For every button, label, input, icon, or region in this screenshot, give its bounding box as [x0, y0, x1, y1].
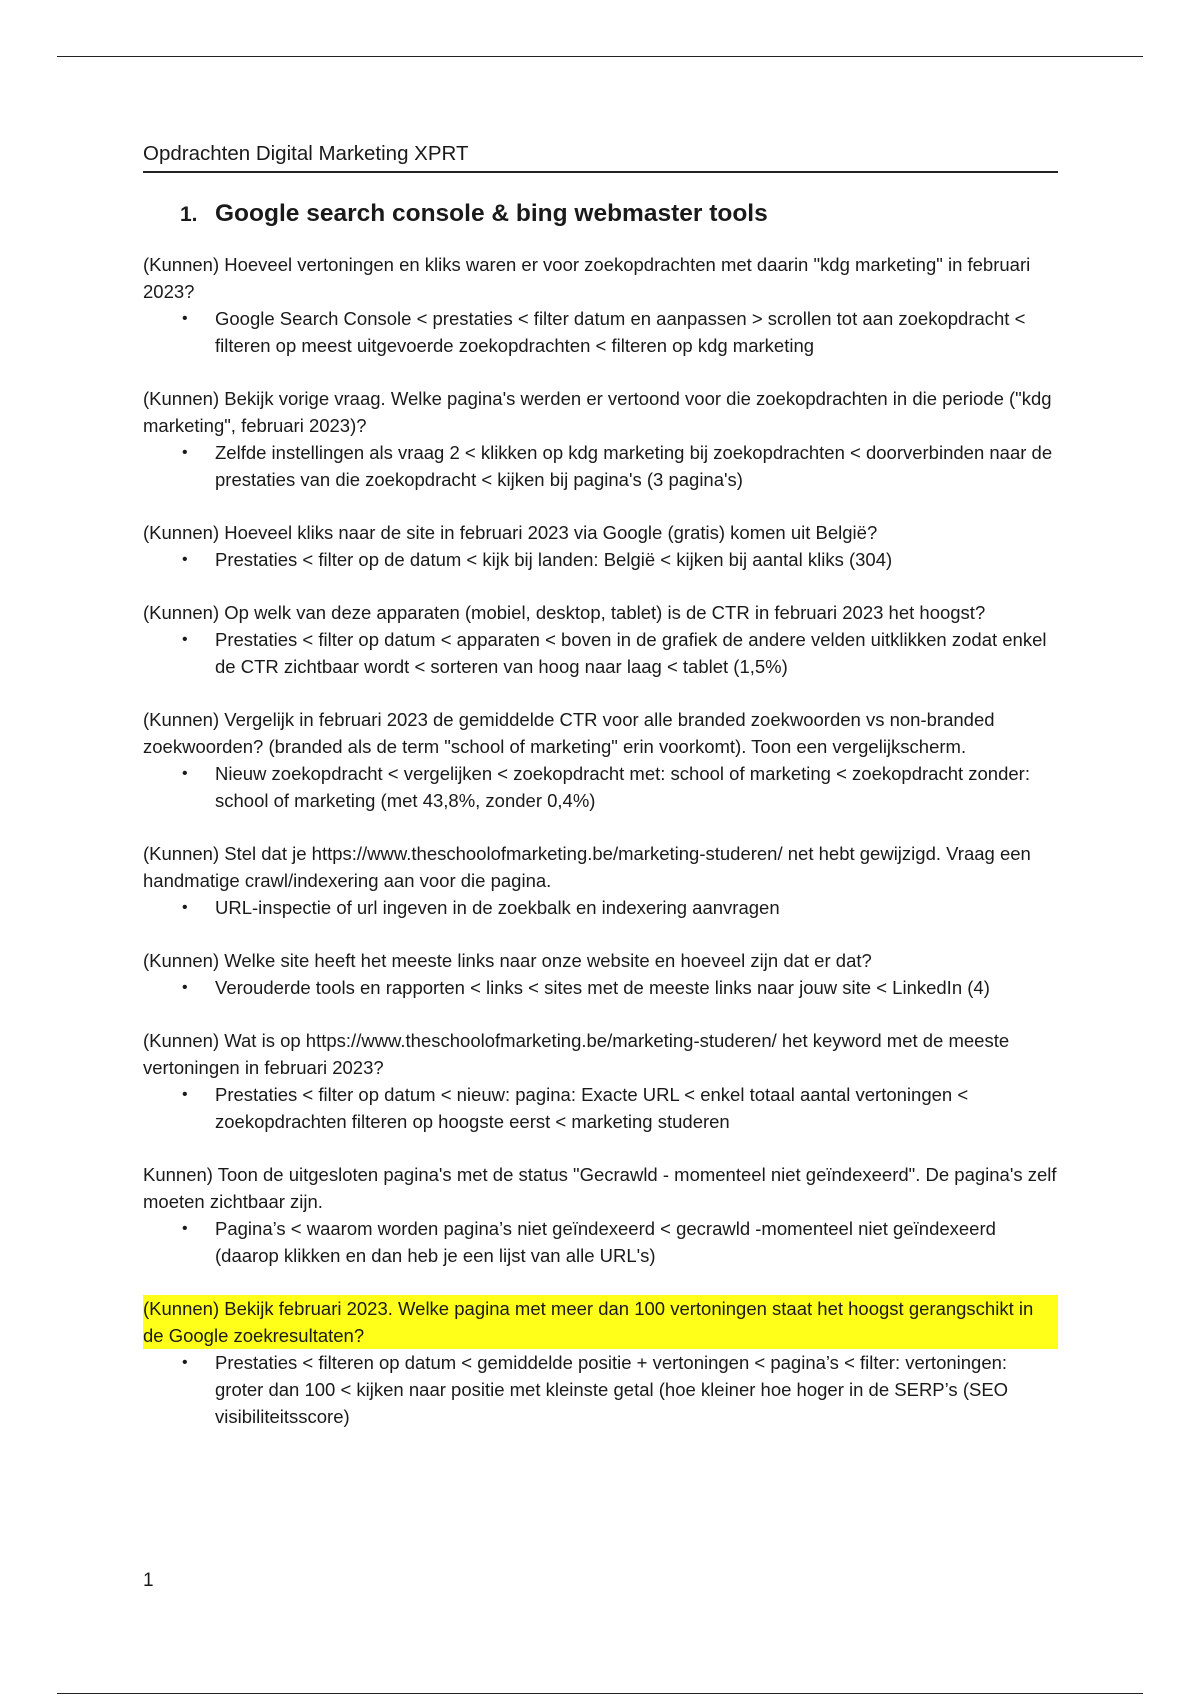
bullet-icon: •	[182, 631, 188, 649]
page-number: 1	[143, 1570, 154, 1591]
answer-bullet	[143, 894, 1058, 921]
qa-item-6	[143, 840, 1058, 921]
bullet-icon: •	[182, 979, 188, 997]
answer-bullet	[143, 974, 1058, 1001]
qa-item-5	[143, 706, 1058, 814]
section-title: Google search console & bing webmaster tools	[215, 199, 768, 227]
answer-bullet	[143, 1215, 1058, 1269]
answer-bullet	[143, 760, 1058, 814]
answer-text: Prestaties < filter op datum < nieuw: pagina: Exacte URL < enkel totaal aantal vertoningen < zoekopdrachten filteren op hoogste eerst < marketing studeren	[215, 1084, 969, 1133]
bullet-icon: •	[182, 1220, 188, 1238]
question-text: (Kunnen) Hoeveel vertoningen en kliks waren er voor zoekopdrachten met daarin "kdg marketing" in februari 2023?	[143, 254, 1031, 303]
qa-item-3	[143, 519, 1058, 573]
answer-text: Prestaties < filter op de datum < kijk bij landen: België < kijken bij aantal kliks (304)	[215, 549, 893, 571]
bullet-icon: •	[182, 1086, 188, 1104]
question-text: (Kunnen) Bekijk vorige vraag. Welke pagina's werden er vertoond voor die zoekopdrachten in die periode ("kdg marketing", februari 2023)?	[143, 388, 1052, 437]
question-text: (Kunnen) Stel dat je https://www.theschoolofmarketing.be/marketing-studeren/ net hebt gewijzigd. Vraag een handmatige crawl/indexering aan voor die pagina.	[143, 843, 1031, 892]
question-text: (Kunnen) Wat is op https://www.theschoolofmarketing.be/marketing-studeren/ het keyword met de meeste vertoningen in februari 2023?	[143, 1030, 1010, 1079]
question-text: Kunnen) Toon de uitgesloten pagina's met de status "Gecrawld - momenteel niet geïndexeerd". De pagina's zelf moeten zichtbaar zijn.	[143, 1164, 1057, 1213]
answer-bullet	[143, 626, 1058, 680]
qa-item-9	[143, 1161, 1058, 1269]
answer-text: Nieuw zoekopdracht < vergelijken < zoekopdracht met: school of marketing < zoekopdracht zonder: school of marketing (met 43,8%, zonder 0,4%)	[215, 763, 1030, 812]
answer-bullet	[143, 1349, 1058, 1430]
bullet-icon: •	[182, 444, 188, 462]
bullet-icon: •	[182, 310, 188, 328]
document-header: Opdrachten Digital Marketing XPRT	[143, 140, 1058, 173]
section-number: 1.	[180, 202, 198, 226]
answer-text: Prestaties < filter op datum < apparaten < boven in de grafiek de andere velden uitklikken zodat enkel de CTR zichtbaar wordt < sorteren van hoog naar laag < tablet (1,5%)	[215, 629, 1047, 678]
qa-item-4	[143, 599, 1058, 680]
answer-bullet	[143, 439, 1058, 493]
bullet-icon: •	[182, 765, 188, 783]
document-body	[143, 140, 1058, 1456]
answer-text: Pagina’s < waarom worden pagina’s niet geïndexeerd < gecrawld -momenteel niet geïndexeerd (daarop klikken en dan heb je een lijst van alle URL's)	[215, 1218, 996, 1267]
question-text: (Kunnen) Hoeveel kliks naar de site in februari 2023 via Google (gratis) komen uit België?	[143, 522, 878, 544]
answer-text: Prestaties < filteren op datum < gemiddelde positie + vertoningen < pagina’s < filter: vertoningen: groter dan 100 < kijken naar positie met kleinste getal (hoe kleiner hoe hoger in de SERP’s (SEO visibiliteitsscore)	[215, 1352, 1009, 1428]
question-text: (Kunnen) Vergelijk in februari 2023 de gemiddelde CTR voor alle branded zoekwoorden vs non-branded zoekwoorden? (branded als de term "school of marketing" erin voorkomt). Toon een vergelijkscherm.	[143, 709, 995, 758]
bottom-rule	[57, 1693, 1143, 1694]
qa-item-8	[143, 1027, 1058, 1135]
bullet-icon: •	[182, 1354, 188, 1372]
highlighted-question-text: (Kunnen) Bekijk februari 2023. Welke pagina met meer dan 100 vertoningen staat het hoogst gerangschikt in de Google zoekresultaten?	[143, 1295, 1058, 1349]
answer-bullet	[143, 546, 1058, 573]
answer-bullet	[143, 305, 1058, 359]
bullet-icon: •	[182, 899, 188, 917]
answer-text: Verouderde tools en rapporten < links < sites met de meeste links naar jouw site < LinkedIn (4)	[215, 977, 990, 999]
qa-item-10	[143, 1295, 1058, 1430]
bullet-icon: •	[182, 551, 188, 569]
question-text: (Kunnen) Op welk van deze apparaten (mobiel, desktop, tablet) is de CTR in februari 2023 het hoogst?	[143, 602, 986, 624]
qa-item-1	[143, 251, 1058, 359]
answer-text: Google Search Console < prestaties < filter datum en aanpassen > scrollen tot aan zoekopdracht < filteren op meest uitgevoerde zoekopdrachten < filteren op kdg marketing	[215, 308, 1026, 357]
qa-item-7	[143, 947, 1058, 1001]
answer-text: Zelfde instellingen als vraag 2 < klikken op kdg marketing bij zoekopdrachten < doorverbinden naar de prestaties van die zoekopdracht < kijken bij pagina's (3 pagina's)	[215, 442, 1053, 491]
section-heading	[143, 199, 1058, 230]
answer-text: URL-inspectie of url ingeven in de zoekbalk en indexering aanvragen	[215, 897, 780, 919]
question-text: (Kunnen) Welke site heeft het meeste links naar onze website en hoeveel zijn dat er dat?	[143, 950, 872, 972]
qa-item-2	[143, 385, 1058, 493]
top-rule	[57, 56, 1143, 57]
answer-bullet	[143, 1081, 1058, 1135]
